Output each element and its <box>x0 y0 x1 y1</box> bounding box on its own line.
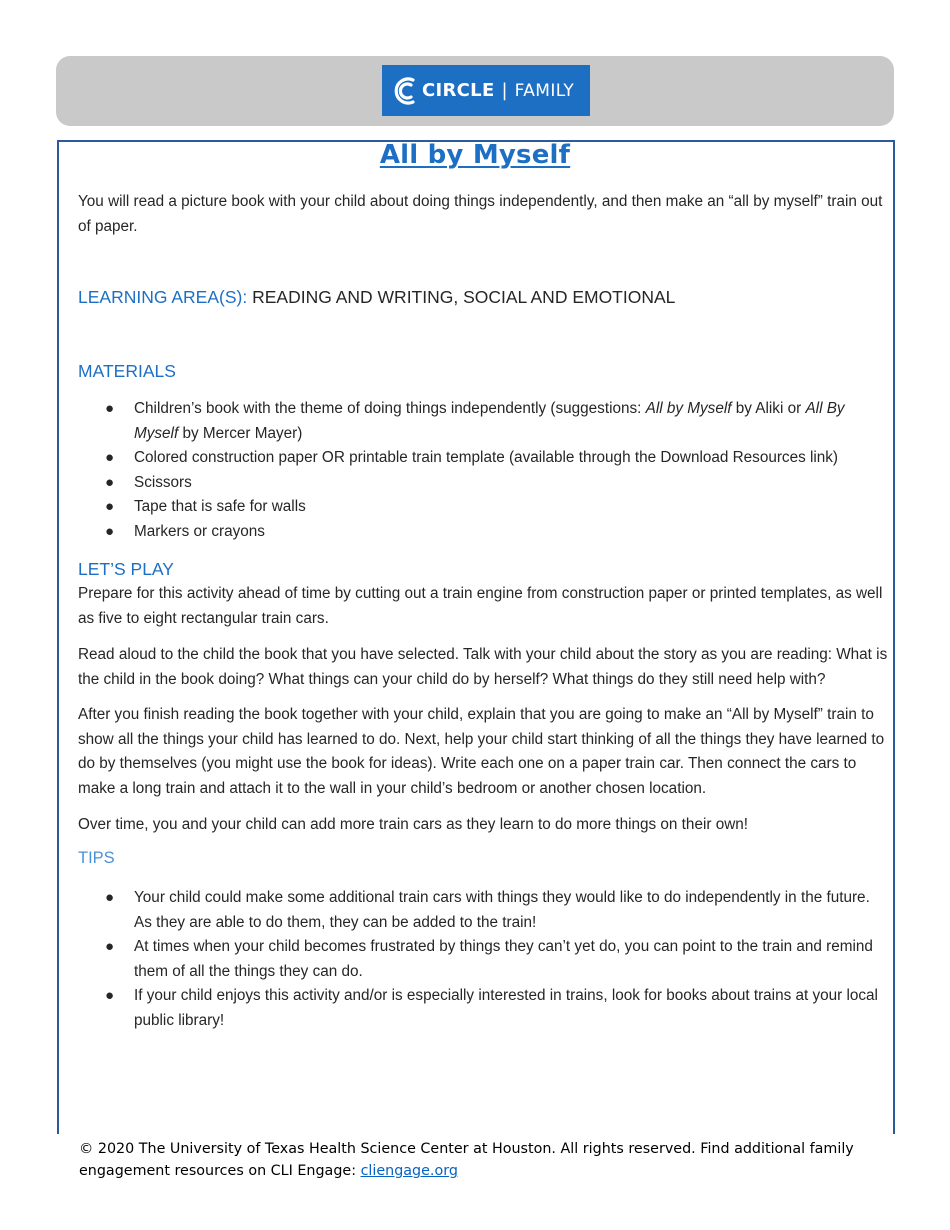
list-item <box>0 886 889 935</box>
learning-area-label: LEARNING AREA(S): <box>78 287 248 307</box>
material-text: by Aliki or <box>731 400 806 417</box>
list-item <box>0 935 889 984</box>
tips-list <box>0 886 889 1033</box>
lets-play-paragraph: Read aloud to the child the book that you have selected. Talk with your child about the story as you are reading: What is the child in the book doing? What things can your child do by herself? What things do they still need help with? <box>78 646 888 688</box>
logo-family-text: FAMILY <box>514 80 575 101</box>
tip-text: At times when your child becomes frustrated by things they can’t yet do, you can point to the train and remind them of all the things they can do. <box>134 938 873 980</box>
bullet-icon: ● <box>105 498 115 515</box>
logo-circle-text: CIRCLE <box>422 80 495 101</box>
lets-play-paragraph: Prepare for this activity ahead of time by cutting out a train engine from construction paper or printed templates, as well as five to eight rectangular train cars. <box>78 585 883 627</box>
lets-play-paragraph: Over time, you and your child can add more train cars as they learn to do more things on their own! <box>78 816 749 833</box>
list-item <box>0 520 889 545</box>
list-item <box>0 471 889 496</box>
page-title: All by Myself <box>379 140 571 170</box>
bullet-icon: ● <box>105 400 115 417</box>
material-text: Colored construction paper OR printable train template (available through the Download Resources link) <box>134 449 839 466</box>
bullet-icon: ● <box>105 938 115 955</box>
circle-family-logo <box>382 65 590 116</box>
material-text: Scissors <box>134 473 192 491</box>
footer-text: © 2020 The University of Texas Health Science Center at Houston. All rights reserved. Find additional family engagement resources on CLI Engage: <box>79 1141 854 1179</box>
cliengage-link[interactable]: cliengage.org <box>360 1163 458 1179</box>
list-item <box>0 495 889 520</box>
material-text: Tape that is safe for walls <box>134 498 306 515</box>
bullet-icon: ● <box>105 522 115 540</box>
learning-area-heading <box>78 287 675 308</box>
circle-logo-icon <box>392 74 420 108</box>
tip-text: Your child could make some additional train cars with things they would like to do independently in the future. As they are able to do them, they can be added to the train! <box>134 889 870 931</box>
bullet-icon: ● <box>105 987 115 1004</box>
material-text: by Mercer Mayer) <box>178 424 303 442</box>
material-text: Markers or crayons <box>134 522 265 540</box>
logo-separator: | <box>501 80 508 101</box>
bullet-icon: ● <box>105 889 115 906</box>
tip-text: If your child enjoys this activity and/or is especially interested in trains, look for books about trains at your local public library! <box>134 987 878 1029</box>
bullet-icon: ● <box>105 449 115 466</box>
intro-paragraph: You will read a picture book with your child about doing things independently, and then make an “all by myself” train out of paper. <box>78 193 883 235</box>
list-item <box>0 397 889 446</box>
lets-play-heading: LET’S PLAY <box>78 559 174 579</box>
materials-heading: MATERIALS <box>78 361 176 381</box>
material-text: Children’s book with the theme of doing things independently (suggestions: <box>134 400 646 417</box>
lets-play-paragraph: After you finish reading the book together with your child, explain that you are going to make an “All by Myself” train to show all the things your child has learned to do. Next, help your child start thinking of all the things they have learned to do by themselves (you might use the book for ideas). Write each one on a paper train car. Then connect the cars to make a long train and attach it to the wall in your child’s bedroom or another chosen location. <box>78 706 885 797</box>
list-item <box>0 446 889 471</box>
learning-area-value: READING AND WRITING, SOCIAL AND EMOTIONAL <box>252 287 676 307</box>
bullet-icon: ● <box>105 473 115 491</box>
tips-heading: TIPS <box>78 849 115 867</box>
materials-list <box>0 397 889 544</box>
list-item <box>0 984 889 1033</box>
book-title: All by Myself <box>645 400 732 417</box>
book-title: All By Myself <box>134 400 845 442</box>
copyright-footer <box>79 1138 879 1182</box>
